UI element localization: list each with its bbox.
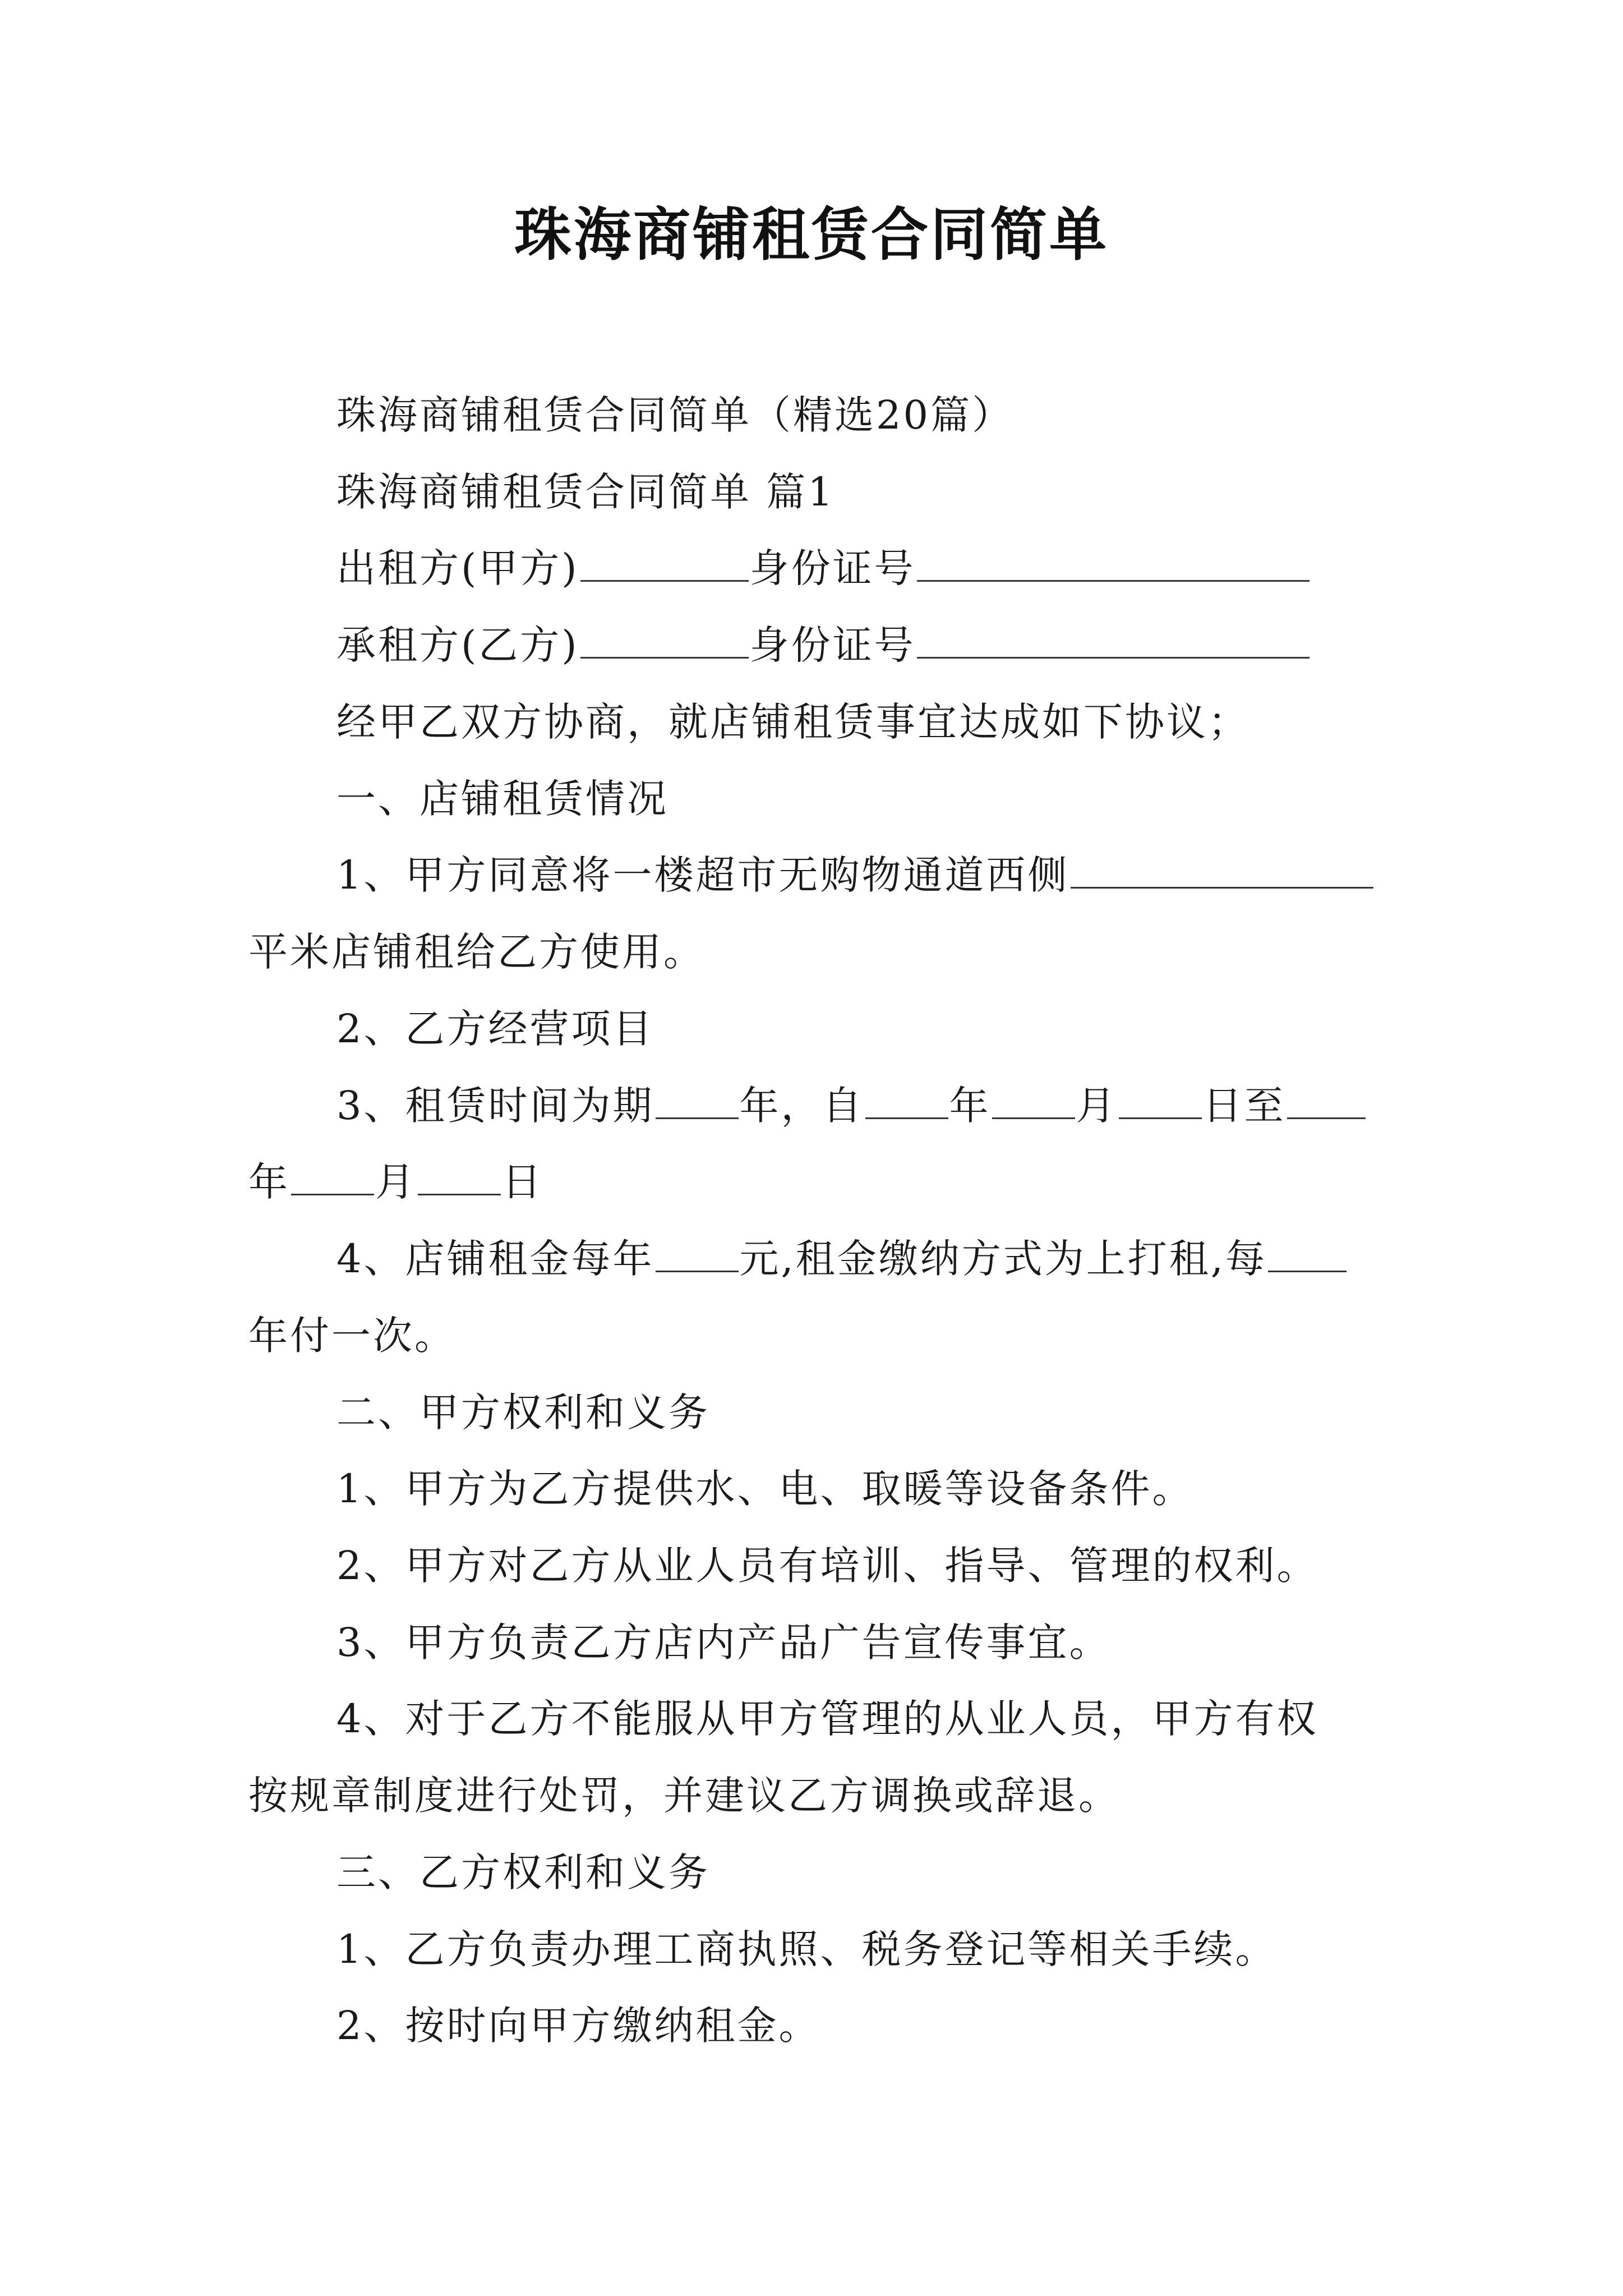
section-3-item-2: 2、按时向甲方缴纳租金。 xyxy=(336,2003,820,2049)
start-month-blank xyxy=(992,1083,1075,1119)
party-b-label: 承租方(乙方) xyxy=(336,622,579,668)
item-1-text-a: 1、甲方同意将一楼超市无购物通道西侧 xyxy=(336,852,1069,898)
section-1-item-4-cont: 年付一次。 xyxy=(248,1313,456,1359)
term-years-blank xyxy=(656,1083,739,1119)
section-1-item-3-cont xyxy=(248,1154,543,1210)
party-b-id-label: 身份证号 xyxy=(749,622,916,668)
section-3-item-1: 1、乙方负责办理工商执照、税务登记等相关手续。 xyxy=(336,1926,1277,1972)
chapter-heading: 珠海商铺租赁合同简单 篇1 xyxy=(336,469,835,515)
term-prefix: 3、租赁时间为期 xyxy=(336,1083,654,1129)
section-1-item-4 xyxy=(336,1231,1348,1287)
start-day-label: 日至 xyxy=(1202,1083,1286,1129)
end-year-blank xyxy=(1287,1083,1366,1119)
section-2-item-4: 4、对于乙方不能服从甲方管理的从业人员，甲方有权 xyxy=(336,1696,1318,1742)
section-1-heading: 一、店铺租赁情况 xyxy=(336,776,668,822)
end-month-label: 月 xyxy=(375,1159,417,1205)
section-2-item-4-cont: 按规章制度进行处罚，并建议乙方调换或辞退。 xyxy=(248,1773,1120,1819)
term-from: 年，自 xyxy=(739,1083,864,1129)
document-title: 珠海商铺租赁合同简单 xyxy=(514,202,1109,269)
section-3-heading: 三、乙方权利和义务 xyxy=(336,1849,710,1895)
party-a-name-blank xyxy=(580,545,749,582)
start-month-label: 月 xyxy=(1076,1083,1118,1129)
section-1-item-1 xyxy=(336,847,1375,903)
rent-amount-blank xyxy=(656,1236,739,1272)
section-1-item-3 xyxy=(336,1078,1367,1134)
rent-mid: 元,租金缴纳方式为上打租,每 xyxy=(739,1236,1267,1282)
start-year-label: 年 xyxy=(949,1083,991,1129)
start-year-blank xyxy=(865,1083,948,1119)
section-2-item-2: 2、甲方对乙方从业人员有培训、指导、管理的权利。 xyxy=(336,1543,1318,1589)
end-day-blank xyxy=(418,1159,501,1195)
preamble: 经甲乙双方协商，就店铺租赁事宜达成如下协议； xyxy=(336,699,1249,745)
section-1-item-2: 2、乙方经营项目 xyxy=(336,1006,654,1052)
party-a-id-blank xyxy=(917,545,1310,582)
section-2-heading: 二、甲方权利和义务 xyxy=(336,1389,710,1435)
section-2-item-1: 1、甲方为乙方提供水、电、取暖等设备条件。 xyxy=(336,1466,1194,1512)
party-a-line xyxy=(336,540,1311,596)
start-day-blank xyxy=(1119,1083,1202,1119)
end-year-label: 年 xyxy=(248,1159,290,1205)
section-1-item-1-cont: 平米店铺租给乙方使用。 xyxy=(248,929,705,975)
rent-prefix: 4、店铺租金每年 xyxy=(336,1236,654,1282)
end-month-blank xyxy=(291,1159,374,1195)
party-a-label: 出租方(甲方) xyxy=(336,545,579,591)
rent-period-blank xyxy=(1268,1236,1347,1272)
party-b-id-blank xyxy=(917,622,1310,659)
section-2-item-3: 3、甲方负责乙方店内产品广告宣传事宜。 xyxy=(336,1619,1111,1665)
end-day-label: 日 xyxy=(502,1159,543,1205)
document-subtitle: 珠海商铺租赁合同简单（精选20篇） xyxy=(336,392,1014,438)
party-b-name-blank xyxy=(580,622,749,659)
party-b-line xyxy=(336,617,1311,673)
party-a-id-label: 身份证号 xyxy=(749,545,916,591)
area-blank xyxy=(1071,852,1373,889)
